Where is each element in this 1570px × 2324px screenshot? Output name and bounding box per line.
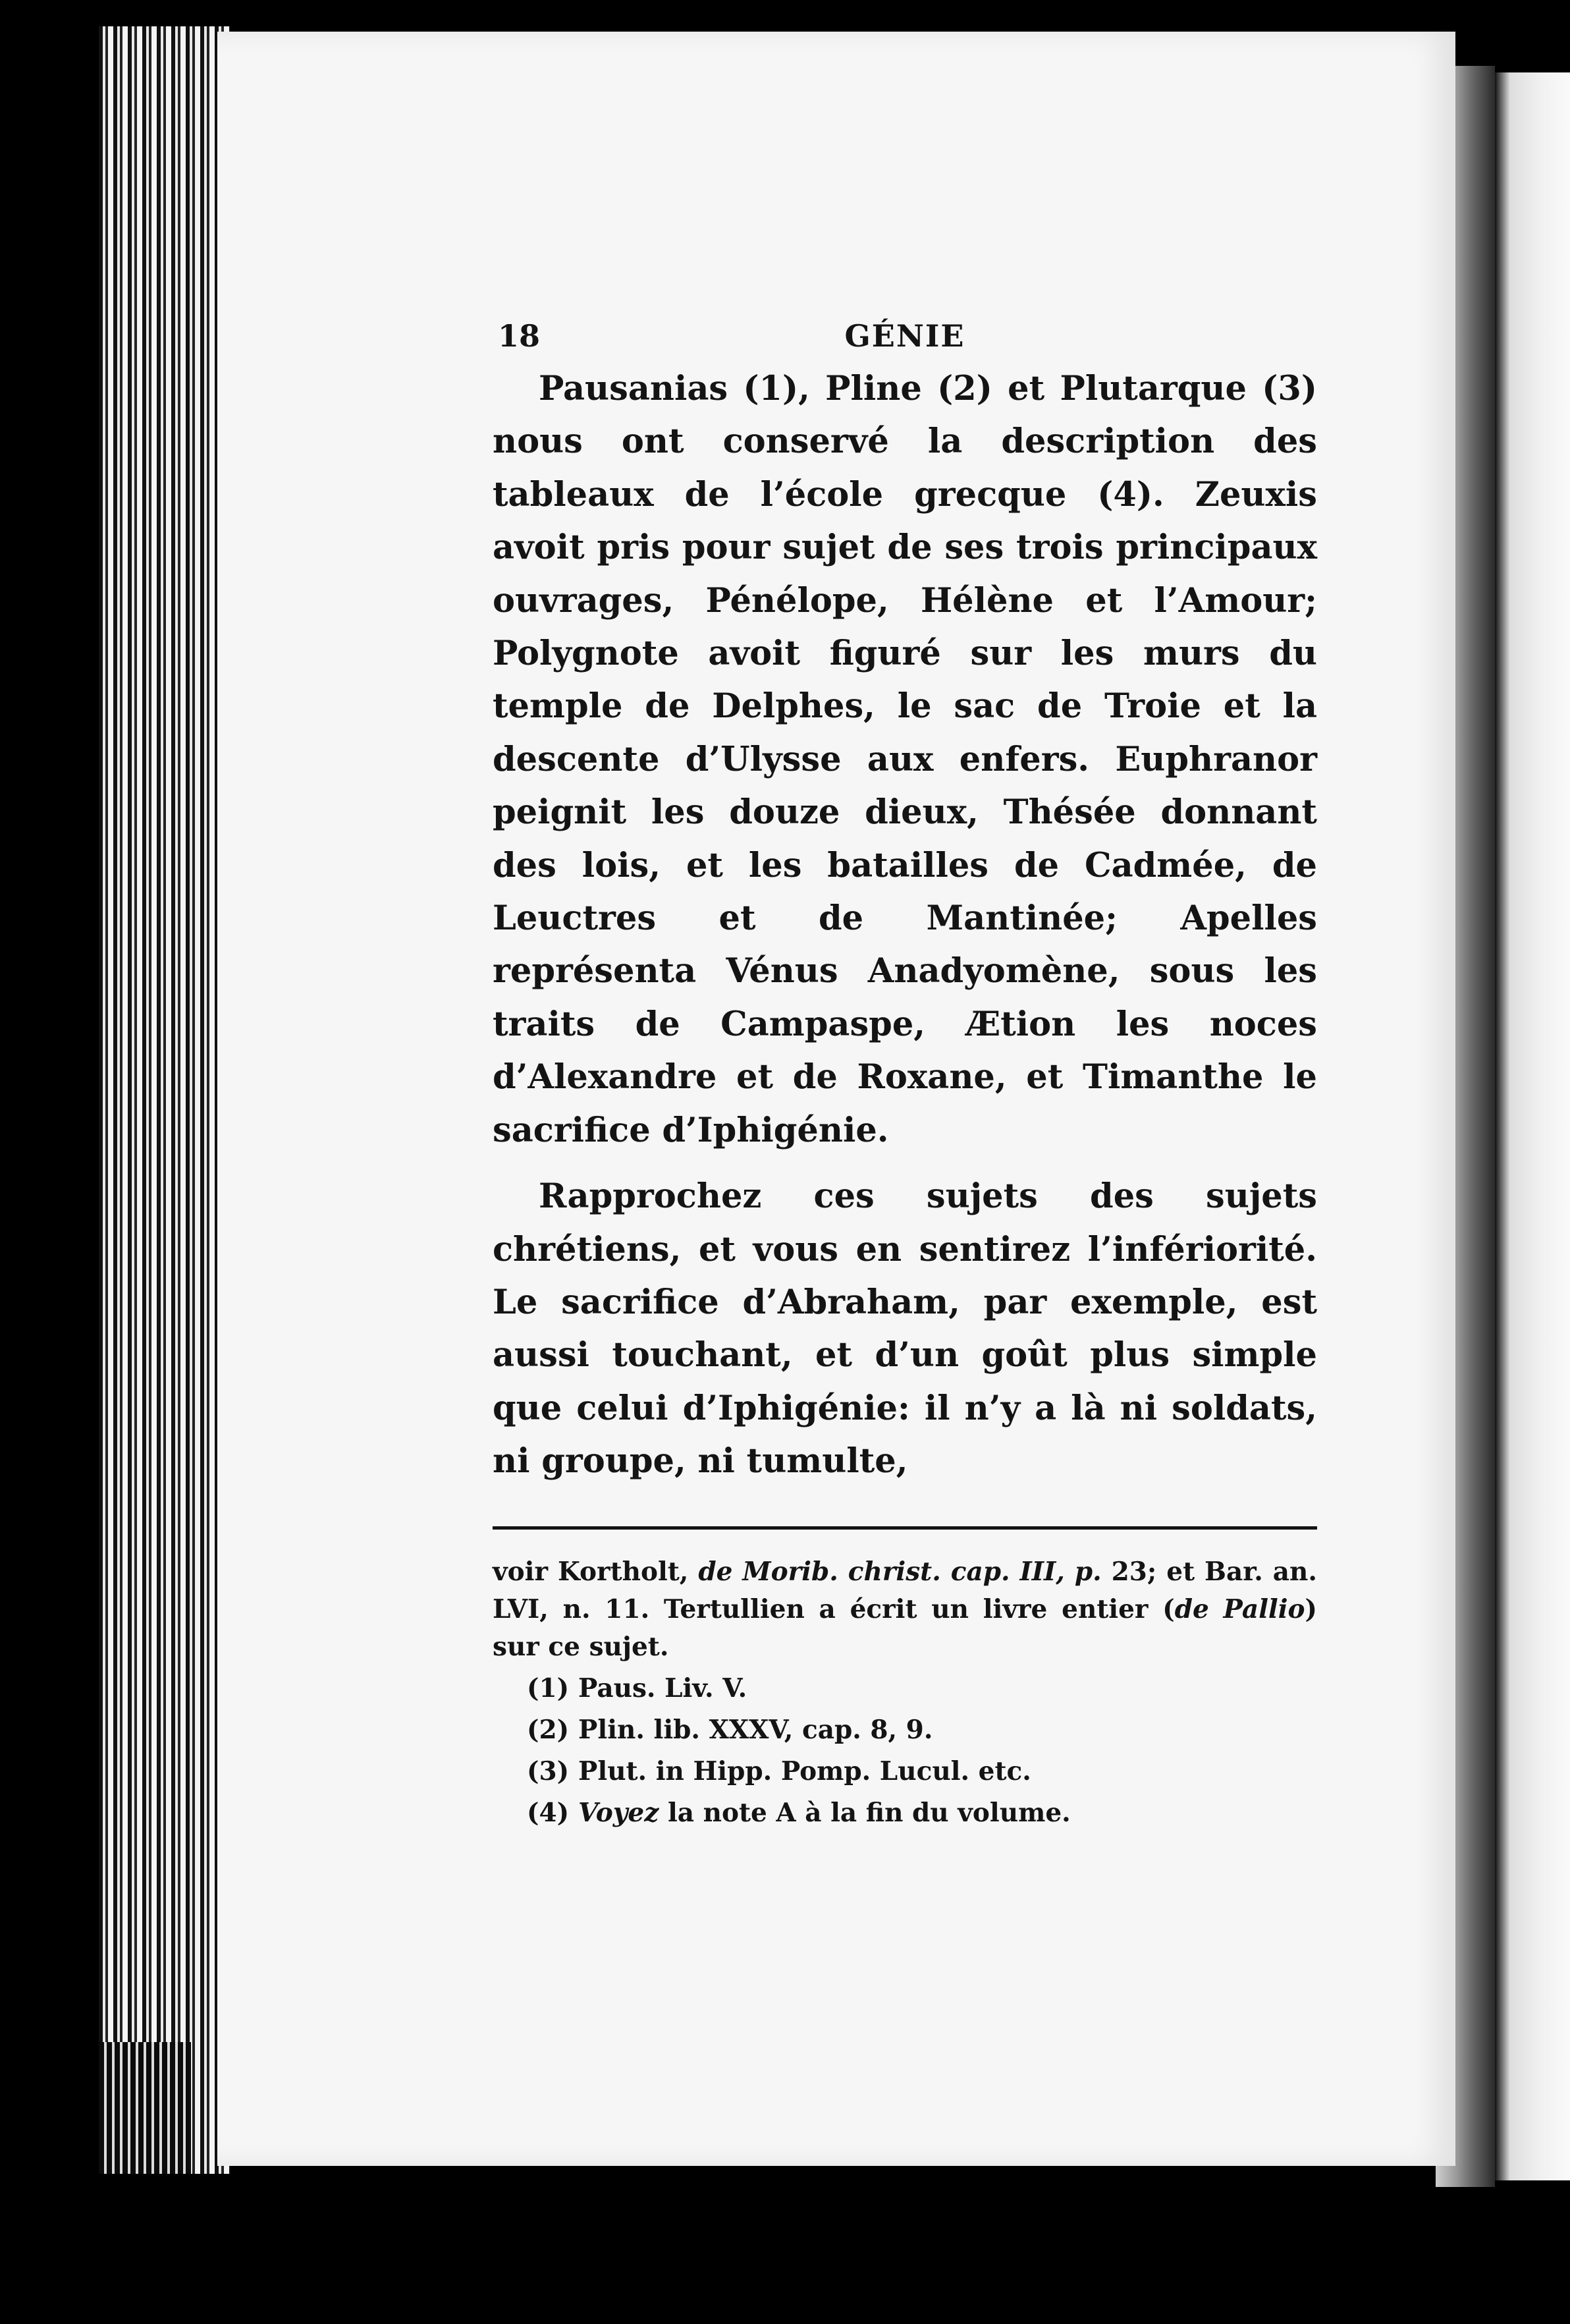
footnote-4: [493, 1794, 1317, 1832]
footnote-number: (2): [527, 1714, 570, 1745]
footnotes: [493, 1553, 1317, 1832]
paragraph-1: Pausanias (1), Pline (2) et Plutarque (3) nous ont conservé la description des tableaux de l’école grecque (4). Zeuxis avoit pris pour sujet de ses trois principaux ouvrages, Pénélope, Hélène et l’Amour; Polygnote avoit figuré sur les murs du temple de Delphes, le sac de Troie et la descente d’Ulysse aux enfers. Euphranor peignit les douze dieux, Thésée donnant des lois, et les batailles de Cadmée, de Leuctres et de Mantinée; Apelles représenta Vénus Anadyomène, sous les traits de Campaspe, Ætion les noces d’Alexandre et de Roxane, et Timanthe le sacrifice d’Iphigénie.: [493, 369, 1317, 1150]
page-number: 18: [498, 318, 541, 354]
footnote-italic-text: Voyez: [578, 1797, 659, 1828]
footnote-text: Paus. Liv. V.: [578, 1673, 747, 1703]
book-page-edges-lower: [99, 2042, 191, 2174]
footnote-text: la note A à la fin du volume.: [659, 1797, 1071, 1828]
footnote-continuation-text-1: voir Kortholt,: [493, 1556, 699, 1587]
footnote-continuation-text-3: ) sur ce sujet.: [493, 1593, 1317, 1662]
footnote-text: Plut. in Hipp. Pomp. Lucul. etc.: [578, 1756, 1031, 1786]
footnote-3: [493, 1753, 1317, 1790]
book-page-edges: [99, 26, 230, 2174]
footnote-2: [493, 1711, 1317, 1749]
footnote-rule: [493, 1526, 1317, 1530]
footnote-continuation-italic-2: de Pallio: [1174, 1593, 1305, 1624]
facing-page-edge: [1495, 72, 1570, 2180]
footnote-continuation: [493, 1553, 1317, 1666]
footnote-number: (3): [527, 1756, 570, 1786]
text-block: [493, 310, 1317, 1832]
footnote-continuation-text-2: 23; et Bar. an. LVI, n. 11. Tertullien a écrit un livre entier (: [493, 1556, 1317, 1624]
footnote-text: Plin. lib. XXXV, cap. 8, 9.: [578, 1714, 933, 1745]
footnote-1: [493, 1670, 1317, 1707]
footnote-continuation-italic-1: de Morib. christ. cap. III, p.: [698, 1556, 1102, 1587]
running-head: [493, 310, 1317, 362]
footnote-number: (1): [527, 1673, 570, 1703]
running-title: GÉNIE: [844, 318, 965, 354]
paragraph-2: Rapprochez ces sujets des sujets chrétiens, et vous en sentirez l’infériorité. Le sacrifice d’Abraham, par exemple, est aussi touchant, et d’un goût plus simple que celui d’Iphigénie: il n’y a là ni soldats, ni groupe, ni tumulte,: [493, 1176, 1317, 1481]
footnote-number: (4): [527, 1797, 570, 1828]
